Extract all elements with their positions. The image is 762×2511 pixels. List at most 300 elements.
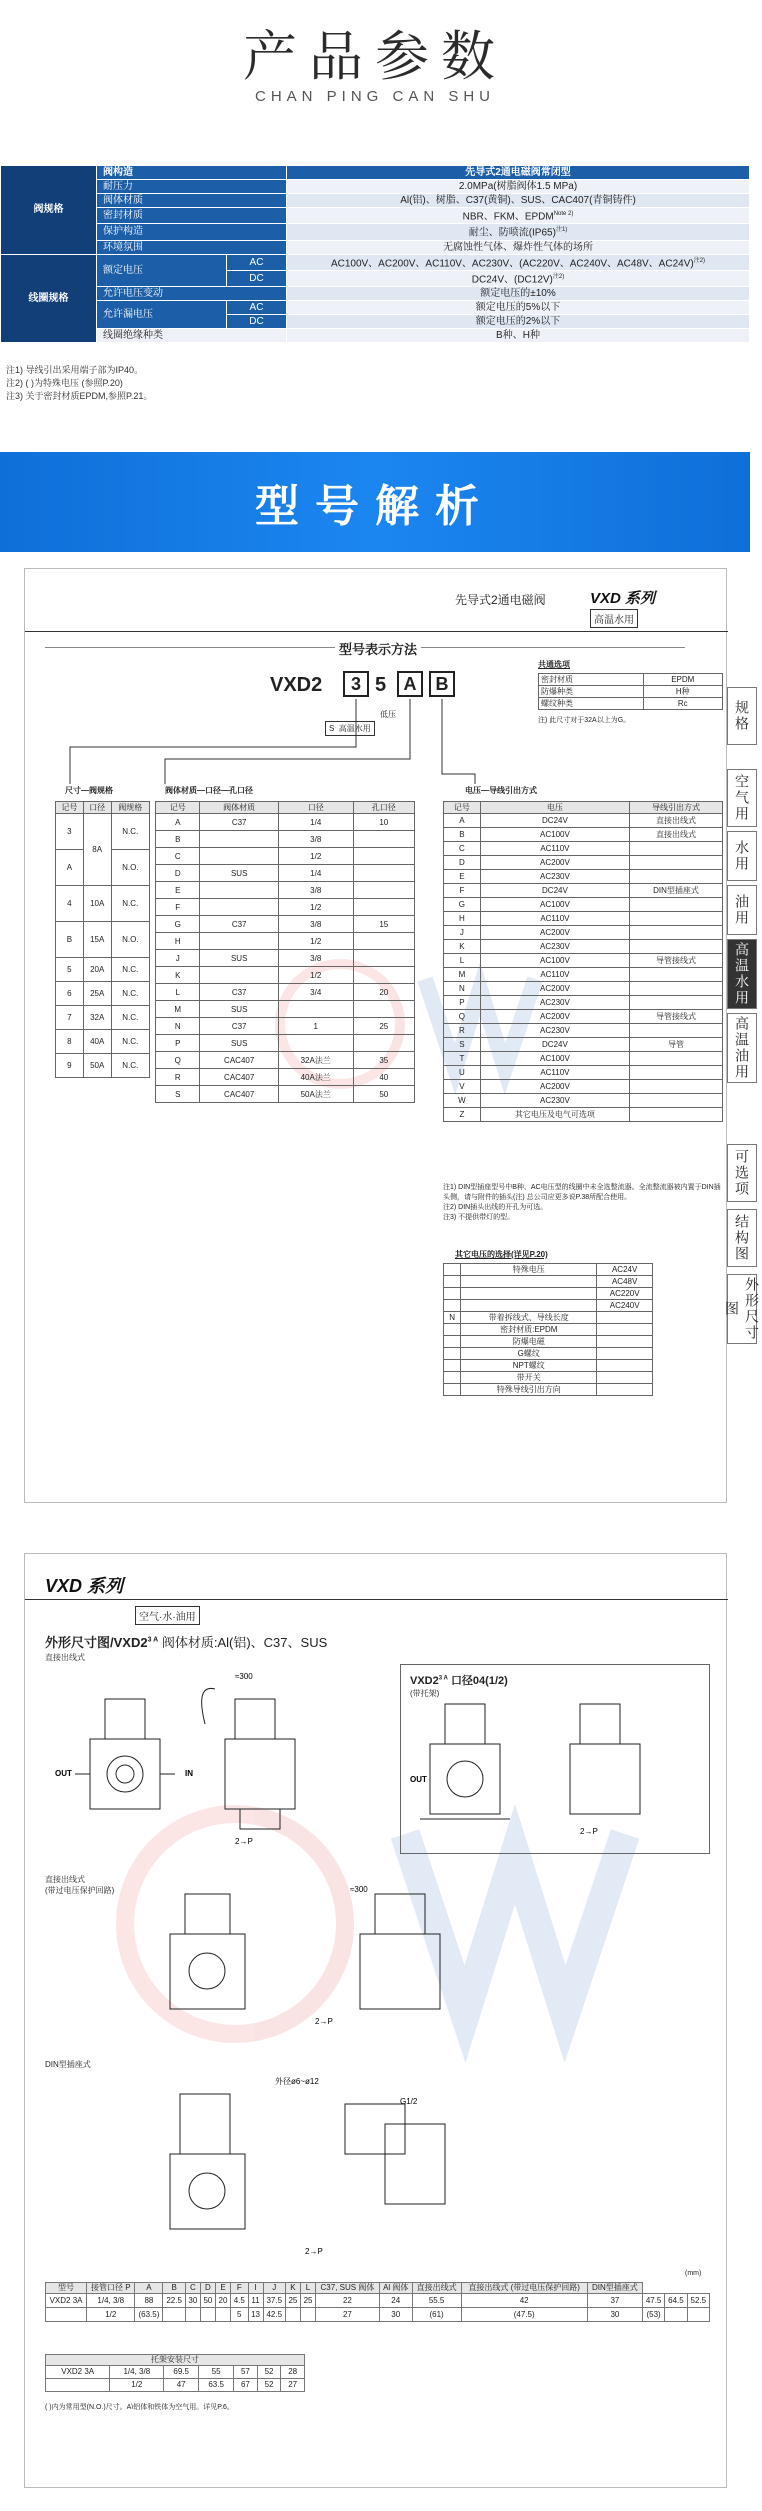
table-cell: N.C.	[111, 982, 149, 1006]
table-row	[46, 2294, 710, 2308]
table-cell	[444, 1288, 461, 1300]
other-options-table	[443, 1263, 653, 1396]
table-cell: 1/4, 3/8	[87, 2294, 135, 2308]
table-cell: 28	[281, 2366, 305, 2379]
side-tab-air[interactable]: 空气用	[727, 769, 757, 827]
table-row	[156, 1035, 415, 1052]
table-row	[156, 1086, 415, 1103]
table-cell: 特殊电压	[461, 1264, 597, 1276]
table-cell: L	[444, 954, 481, 968]
table-cell: 导管接线式	[629, 954, 722, 968]
table-cell: 20	[215, 2294, 230, 2308]
table-cell: 特殊导线引出方向	[461, 1384, 597, 1396]
section-title: 型号表示方法	[335, 639, 421, 658]
table-cell: NPT螺纹	[461, 1360, 597, 1372]
option-name: 密封材质	[539, 674, 644, 686]
drawing-label-lead: ≈300	[235, 1672, 253, 1681]
spec-value: 额定电压的5%以下	[287, 301, 750, 315]
table-cell: 3/4	[278, 984, 353, 1001]
series-title: 先导式2通电磁阀	[455, 593, 546, 607]
table-header: I	[248, 2283, 263, 2294]
table-cell: AC110V	[480, 912, 629, 926]
table-cell: DC24V	[480, 1038, 629, 1052]
table-cell: N	[444, 1312, 461, 1324]
tri-label: 低压	[380, 710, 396, 719]
table-cell	[353, 967, 414, 984]
table-cell: 30	[379, 2308, 412, 2322]
table-cell: 25	[300, 2294, 315, 2308]
valve-group-label: 阀规格	[1, 166, 97, 255]
spec-value-text: NBR、FKM、EPDM	[462, 211, 554, 223]
table-cell: 带着拆线式、导线长度	[461, 1312, 597, 1324]
table-cell	[461, 1288, 597, 1300]
table-row	[444, 1336, 653, 1348]
side-tab-hot-oil[interactable]: 高温油用	[727, 1013, 757, 1083]
table-cell	[444, 1348, 461, 1360]
drawing-direct	[45, 1664, 385, 1854]
spec-table	[0, 165, 750, 343]
table-cell: 40A	[83, 1030, 111, 1054]
table-header: 口径	[278, 802, 353, 814]
table-cell	[200, 882, 278, 899]
table-cell: 10	[353, 814, 414, 831]
table-cell: 25A	[83, 982, 111, 1006]
table-cell: C	[444, 842, 481, 856]
table-row	[156, 950, 415, 967]
bracket-title-sup: 3 A	[438, 1675, 448, 1682]
tri-code-letter: S	[329, 724, 335, 733]
table-row	[444, 884, 723, 898]
table-cell: 30	[185, 2294, 200, 2308]
table-cell	[629, 940, 722, 954]
series-name: VXD 系列	[590, 590, 656, 607]
drawing-label-out: OUT	[410, 1775, 427, 1784]
table-cell: AC110V	[480, 842, 629, 856]
side-tab-options[interactable]: 可选项	[727, 1144, 757, 1202]
table-row	[444, 898, 723, 912]
table-cell	[46, 2308, 87, 2322]
side-tab-spec[interactable]: 规格	[727, 687, 757, 745]
p2-media-tag: 空气·水·油用	[135, 1606, 200, 1625]
table-row	[444, 828, 723, 842]
spec-value: 无腐蚀性气体、爆炸性气体的场所	[287, 240, 750, 254]
table-row	[444, 940, 723, 954]
table-cell	[185, 2308, 200, 2322]
voltage-notes	[443, 1183, 723, 1223]
table-header: 托架安装尺寸	[46, 2355, 305, 2366]
table-cell	[461, 1300, 597, 1312]
model-code-body: A	[397, 671, 423, 697]
table-cell	[353, 831, 414, 848]
table-cell: AC100V	[480, 1052, 629, 1066]
spec-subkey: AC	[227, 301, 287, 315]
table-row	[156, 1018, 415, 1035]
table-cell: C37	[200, 916, 278, 933]
other-options-title: 其它电压的选择(详见P.20)	[455, 1250, 548, 1259]
table-cell: 35	[353, 1052, 414, 1069]
table-cell: T	[444, 1052, 481, 1066]
table-header-row	[444, 802, 723, 814]
spec-key: 阀体材质	[97, 194, 287, 208]
table-cell	[629, 982, 722, 996]
option-name: 防爆种类	[539, 686, 644, 698]
spec-value-text: DC24V、(DC12V)	[471, 274, 553, 286]
spec-value: 先导式2通电磁阀常闭型	[287, 166, 750, 180]
table-cell: 20A	[83, 958, 111, 982]
table-cell	[163, 2308, 185, 2322]
table-cell	[200, 831, 278, 848]
p2-series: VXD 系列	[45, 1576, 124, 1596]
table-cell: S	[156, 1086, 200, 1103]
table-cell: 1/4	[278, 814, 353, 831]
spec-key: 密封材质	[97, 208, 287, 224]
table-header: C	[185, 2283, 200, 2294]
page-title: 产品参数	[243, 25, 507, 88]
table-cell: 1/2	[278, 899, 353, 916]
table-cell: G	[444, 898, 481, 912]
table-cell	[444, 1264, 461, 1276]
table-cell: 55.5	[412, 2294, 461, 2308]
table-cell: 37.5	[263, 2294, 285, 2308]
spec-value	[287, 270, 750, 286]
table-row	[156, 882, 415, 899]
table-header: A	[135, 2283, 163, 2294]
table-cell: 密封材质:EPDM	[461, 1324, 597, 1336]
table-cell	[300, 2308, 315, 2322]
spec-note-ref: 注2)	[552, 273, 565, 280]
table-cell: 42	[461, 2294, 587, 2308]
side-tab-hot-water[interactable]: 高温水用	[727, 939, 757, 1009]
table-header: 电压	[480, 802, 629, 814]
table-row	[156, 814, 415, 831]
table-cell: 9	[56, 1054, 84, 1078]
table-header: L	[300, 2283, 315, 2294]
table-cell: AC240V	[597, 1300, 653, 1312]
table-cell	[461, 1276, 597, 1288]
table-cell	[285, 2308, 300, 2322]
table-cell: G螺纹	[461, 1348, 597, 1360]
table-cell: E	[444, 870, 481, 884]
table-header: 接管口径 P	[87, 2283, 135, 2294]
table-cell: DIN型插座式	[629, 884, 722, 898]
p2-heading-tail: 阀体材质:Al(铝)、C37、SUS	[161, 1635, 328, 1650]
table-cell	[629, 870, 722, 884]
table-header: C37, SUS 阀体	[316, 2283, 380, 2294]
table-cell: 27	[316, 2308, 380, 2322]
drawing-label-din-cable: 外径ø6~ø12	[275, 2077, 319, 2086]
table-cell: G	[156, 916, 200, 933]
table-row	[444, 968, 723, 982]
catalog-page-model	[24, 568, 760, 1503]
table-cell: 3/8	[278, 916, 353, 933]
table-cell: H	[156, 933, 200, 950]
table-cell: CAC407	[200, 1086, 278, 1103]
spec-notes	[6, 364, 152, 403]
spec-key: 允许漏电压	[97, 301, 227, 329]
table-cell: 69.5	[164, 2366, 199, 2379]
table-cell: F	[156, 899, 200, 916]
table-header-row	[46, 2283, 710, 2294]
series-tag: 高温水用	[590, 609, 638, 628]
table-cell: 3/8	[278, 950, 353, 967]
table-cell	[200, 848, 278, 865]
options-note: 注) 此尺寸对于32A以上为G。	[538, 717, 631, 724]
table-cell	[444, 1360, 461, 1372]
table-cell: AC110V	[480, 1066, 629, 1080]
catalog-page-dimensions	[24, 1553, 727, 2488]
table-row	[444, 996, 723, 1010]
table-cell: 88	[135, 2294, 163, 2308]
table-cell: P	[444, 996, 481, 1010]
table-cell: 其它电压及电气可选项	[480, 1108, 629, 1122]
voltage-table-title: 电压—导线引出方式	[465, 786, 537, 795]
spec-value	[287, 224, 750, 240]
table-cell: AC100V	[480, 954, 629, 968]
table-row	[46, 2366, 305, 2379]
table-cell: R	[444, 1024, 481, 1038]
table-cell	[597, 1360, 653, 1372]
bracket-title-tail: 口径04(1/2)	[450, 1675, 508, 1687]
table-cell: SUS	[200, 865, 278, 882]
table-cell	[200, 899, 278, 916]
side-tab-structure[interactable]: 结构图	[727, 1209, 757, 1267]
table-cell: 52.5	[687, 2294, 709, 2308]
table-header: K	[285, 2283, 300, 2294]
drawing-bracket	[405, 1694, 705, 1849]
table-cell: 64.5	[665, 2294, 687, 2308]
table-cell: Z	[444, 1108, 481, 1122]
table-row	[156, 933, 415, 950]
unit-label: (mm)	[685, 2270, 702, 2277]
drawing-label-out: OUT	[55, 1769, 72, 1778]
spec-value: Al(铝)、树脂、C37(黄铜)、SUS、CAC407(青铜铸件)	[287, 194, 750, 208]
variant-label-protect	[45, 1874, 114, 1896]
table-header: E	[215, 2283, 230, 2294]
bracket-variant-sub: (带托架)	[410, 1689, 440, 1698]
side-tab-dimensions[interactable]: 外形尺寸图	[727, 1274, 757, 1344]
table-cell	[215, 2308, 230, 2322]
table-header: 口径	[83, 802, 111, 814]
spec-key: 阀构造	[97, 166, 287, 180]
table-header: 孔口径	[353, 802, 414, 814]
table-cell: SUS	[200, 1035, 278, 1052]
bracket-title-text: VXD2	[410, 1675, 439, 1687]
table-cell: 4.5	[231, 2294, 248, 2308]
bracket-table	[45, 2354, 305, 2392]
table-row	[444, 926, 723, 940]
table-cell: SUS	[200, 950, 278, 967]
table-row	[444, 982, 723, 996]
model-code-voltage: B	[429, 671, 455, 697]
table-cell: Q	[156, 1052, 200, 1069]
table-cell: M	[444, 968, 481, 982]
table-cell: H	[444, 912, 481, 926]
table-cell: 4	[56, 886, 84, 922]
table-cell: AC200V	[480, 1080, 629, 1094]
table-row	[444, 842, 723, 856]
table-cell: VXD2 3A	[46, 2366, 110, 2379]
table-cell: U	[444, 1066, 481, 1080]
spec-note: 注1) 导线引出采用端子部为IP40。	[6, 365, 144, 375]
table-row	[444, 1024, 723, 1038]
p2-heading-sup: 3 A	[147, 1636, 159, 1644]
table-cell: N.C.	[111, 1006, 149, 1030]
table-row	[156, 916, 415, 933]
table-cell: D	[444, 856, 481, 870]
table-cell	[200, 2308, 215, 2322]
table-cell: 1/4	[278, 865, 353, 882]
table-cell: J	[444, 926, 481, 940]
table-cell: A	[444, 814, 481, 828]
table-cell	[629, 856, 722, 870]
table-cell: A	[56, 850, 84, 886]
table-cell: N.C.	[111, 814, 149, 850]
table-cell: Q	[444, 1010, 481, 1024]
table-cell	[200, 967, 278, 984]
spec-value-text: AC100V、AC200V、AC110V、AC230V、(AC220V、AC240V、AC48V、AC24V)	[330, 257, 694, 269]
table-header: 记号	[444, 802, 481, 814]
table-cell: 20	[353, 984, 414, 1001]
table-cell	[629, 996, 722, 1010]
table-cell: K	[156, 967, 200, 984]
table-header: 阀规格	[111, 802, 149, 814]
table-cell: 6	[56, 982, 84, 1006]
table-cell: 1/2	[278, 933, 353, 950]
table-cell: 32A法兰	[278, 1052, 353, 1069]
table-cell: 带开关	[461, 1372, 597, 1384]
table-cell: N.C.	[111, 1054, 149, 1078]
table-cell: 40A法兰	[278, 1069, 353, 1086]
variant-label-din: DIN型插座式	[45, 2060, 91, 2069]
table-cell: VXD2 3A	[46, 2294, 87, 2308]
table-cell: N.O.	[111, 922, 149, 958]
table-cell: 5	[56, 958, 84, 982]
table-cell: AC100V	[480, 828, 629, 842]
table-row	[156, 984, 415, 1001]
table-cell: 直接出线式	[629, 814, 722, 828]
table-cell: A	[156, 814, 200, 831]
p2-footnote: ( )内为常用型(N.O.)尺寸。A\铝体和铁体为空气用。详见P.6。	[45, 2404, 234, 2411]
table-cell	[597, 1384, 653, 1396]
voltage-note: 注1) DIN型插座型号中B种、AC电压型的线圈中未全选整流器。全流整流器被内置于DIN插头侧，请与附件的插头(注) 总公司应更多说P.38所配合使用。	[443, 1184, 721, 1201]
table-cell: 10A	[83, 886, 111, 922]
table-cell: N	[444, 982, 481, 996]
table-cell: 27	[281, 2379, 305, 2392]
table-cell: AC230V	[480, 940, 629, 954]
table-cell	[46, 2379, 110, 2392]
table-cell: 1/2	[110, 2379, 164, 2392]
table-cell	[629, 1066, 722, 1080]
side-tab-water[interactable]: 水用	[727, 831, 757, 881]
table-cell: AC110V	[480, 968, 629, 982]
spec-value-text: 耐尘、防喷流(IP65)	[468, 227, 556, 239]
table-cell: 67	[234, 2379, 258, 2392]
spec-value	[287, 254, 750, 270]
table-cell: 47.5	[642, 2294, 664, 2308]
table-header-row	[156, 802, 415, 814]
drawing-label-lead: ≈300	[350, 1885, 368, 1894]
body-table	[155, 801, 415, 1103]
variant-label-line: (带过电压保护回路)	[45, 1886, 115, 1895]
table-cell: AC230V	[480, 870, 629, 884]
spec-note-ref: Note 2)	[553, 211, 574, 217]
table-cell	[687, 2308, 709, 2322]
table-cell: 1/4, 3/8	[110, 2366, 164, 2379]
table-header: B	[163, 2283, 185, 2294]
table-cell	[629, 912, 722, 926]
table-header: D	[200, 2283, 215, 2294]
table-row	[444, 1038, 723, 1052]
options-table	[538, 673, 723, 710]
table-cell	[200, 933, 278, 950]
table-cell: AC100V	[480, 898, 629, 912]
option-code: EPDM	[643, 674, 722, 686]
drawing-label-din-thread: G1/2	[400, 2097, 418, 2106]
table-cell	[629, 1080, 722, 1094]
table-cell	[353, 950, 414, 967]
table-row	[156, 831, 415, 848]
table-row	[444, 912, 723, 926]
table-row	[444, 814, 723, 828]
table-cell: 直接出线式	[629, 828, 722, 842]
drawing-label-port: 2→P	[315, 2017, 333, 2026]
table-cell	[629, 842, 722, 856]
drawing-protect	[145, 1884, 585, 2054]
table-row	[156, 1052, 415, 1069]
table-cell: 22	[316, 2294, 380, 2308]
table-header-row	[46, 2355, 305, 2366]
size-table	[55, 801, 150, 1078]
table-row	[156, 1001, 415, 1018]
side-tab-oil[interactable]: 油用	[727, 885, 757, 935]
table-cell: 42.5	[263, 2308, 285, 2322]
table-row	[444, 1300, 653, 1312]
table-cell: AC220V	[597, 1288, 653, 1300]
table-cell: 防爆电磁	[461, 1336, 597, 1348]
header-rule	[25, 1599, 728, 1600]
spec-key: 耐压力	[97, 180, 287, 194]
table-cell	[597, 1336, 653, 1348]
table-header: 记号	[156, 802, 200, 814]
spec-key: 额定电压	[97, 254, 227, 287]
table-cell: 63.5	[199, 2379, 234, 2392]
table-cell: 52	[257, 2379, 281, 2392]
table-cell: 15A	[83, 922, 111, 958]
table-cell: 1/2	[87, 2308, 135, 2322]
table-row	[444, 1360, 653, 1372]
table-row	[444, 1312, 653, 1324]
table-cell: DC24V	[480, 814, 629, 828]
drawing-label-port: 2→P	[305, 2247, 323, 2256]
table-cell: AC200V	[480, 1010, 629, 1024]
table-cell: AC230V	[480, 1094, 629, 1108]
drawing-din	[145, 2074, 585, 2264]
table-cell: 5	[231, 2308, 248, 2322]
table-cell: N.C.	[111, 1030, 149, 1054]
table-cell: N.C.	[111, 958, 149, 982]
dimension-table	[45, 2282, 710, 2322]
body-table-title: 阀体材质—口径—孔口径	[165, 786, 253, 795]
variant-label-line: 直接出线式	[45, 1875, 85, 1884]
table-header: 阀体材质	[200, 802, 278, 814]
table-cell: 1/2	[278, 967, 353, 984]
table-cell: 8A	[83, 814, 111, 886]
table-cell: 1/2	[278, 848, 353, 865]
table-cell	[597, 1312, 653, 1324]
table-cell: 24	[379, 2294, 412, 2308]
table-cell: C	[156, 848, 200, 865]
table-cell: C37	[200, 814, 278, 831]
